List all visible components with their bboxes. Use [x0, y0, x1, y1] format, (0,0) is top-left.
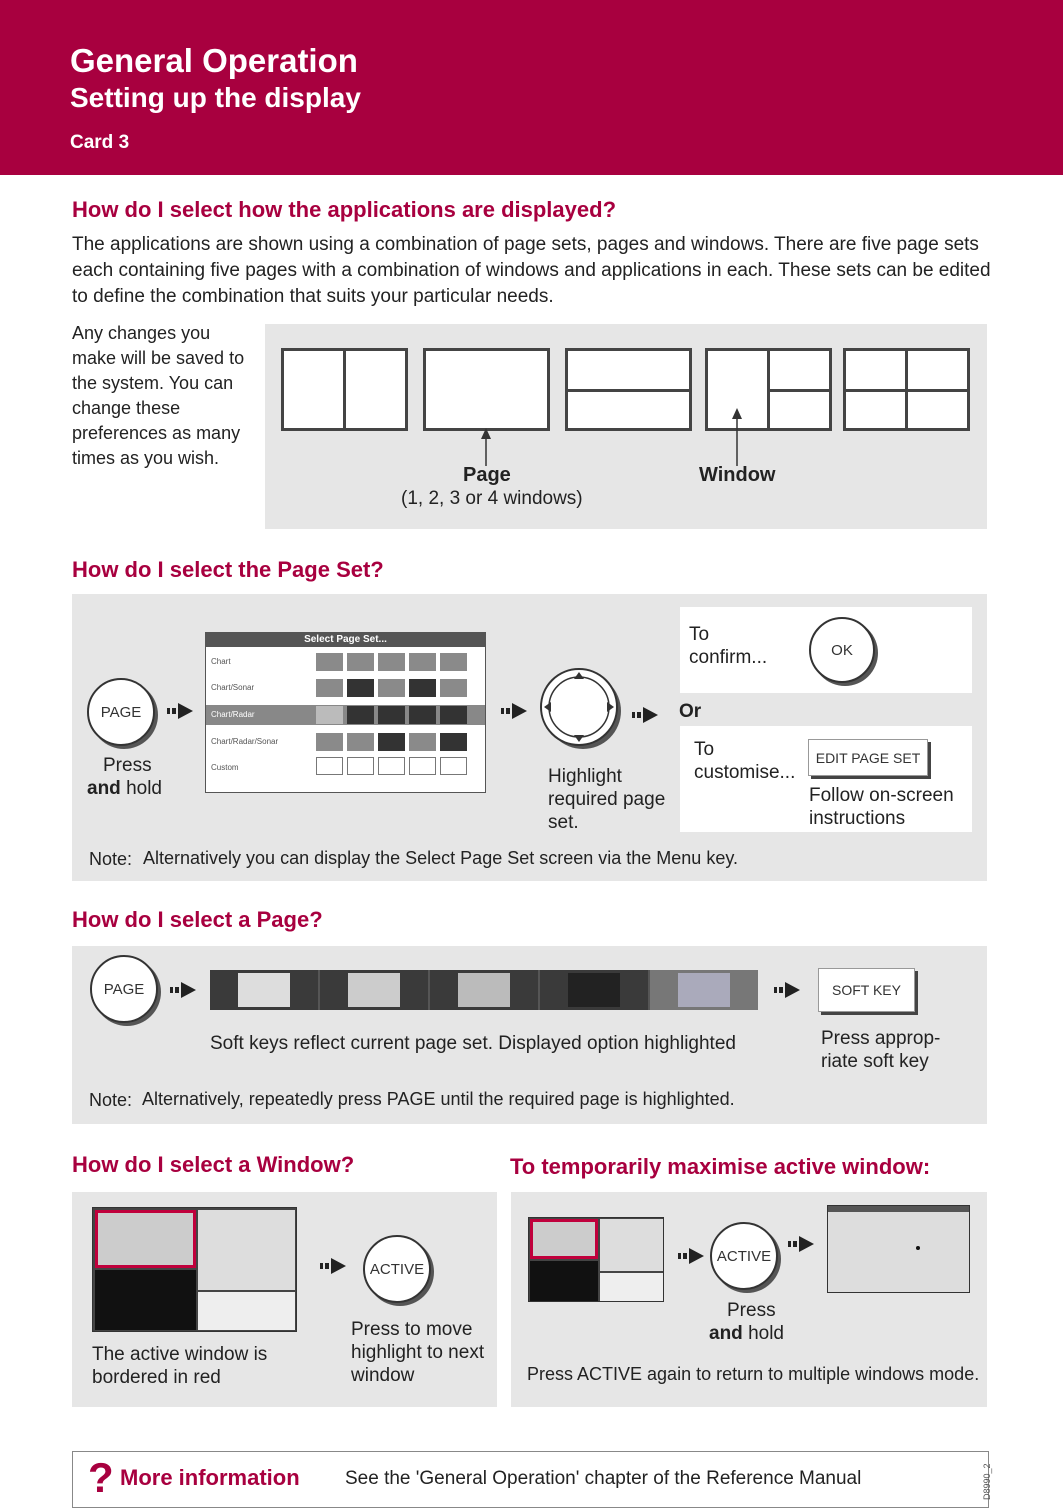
- arrow-right-icon: [774, 980, 800, 1000]
- pointer-arrows: [265, 324, 987, 529]
- or-label: Or: [679, 701, 702, 722]
- screen-row-5: Custom: [211, 763, 239, 772]
- arrow-right-icon: [320, 1256, 346, 1276]
- screen-title: Select Page Set...: [206, 633, 485, 647]
- multi-window-screen-2: [528, 1217, 664, 1302]
- active-window-highlight-2: [530, 1219, 598, 1259]
- soft-key-button[interactable]: SOFT KEY: [818, 968, 915, 1012]
- screen-row-1: Chart: [211, 657, 231, 666]
- press-label-2: Press: [727, 1300, 776, 1321]
- and-label-2: and: [709, 1323, 743, 1344]
- active-window-highlight: [95, 1210, 196, 1268]
- arrow-right-icon: [170, 980, 196, 1000]
- page-window-diagram: [265, 324, 987, 529]
- follow-instructions-label: Follow on-screen instructions: [809, 785, 954, 829]
- soft-keys-strip: [210, 970, 758, 1010]
- page-button[interactable]: PAGE: [87, 678, 155, 746]
- card-number: Card 3: [70, 132, 130, 153]
- note-text-2: Alternatively, repeatedly press PAGE until the required page is highlighted.: [142, 1089, 735, 1109]
- question-mark-icon: ?: [88, 1454, 114, 1501]
- section1-heading: How do I select how the applications are displayed?: [72, 197, 617, 222]
- section2-heading: How do I select the Page Set?: [72, 557, 384, 582]
- highlight-label: Highlight required page set.: [548, 766, 666, 833]
- active-window-caption: The active window is bordered in red: [92, 1344, 268, 1388]
- section5-heading: To temporarily maximise active window:: [510, 1154, 931, 1179]
- ok-button[interactable]: OK: [809, 617, 875, 683]
- more-info-text: See the 'General Operation' chapter of the Reference Manual: [345, 1468, 862, 1489]
- hold-label: hold: [126, 778, 162, 799]
- more-info-label: More information: [120, 1465, 300, 1490]
- note-text: Alternatively you can display the Select Page Set screen via the Menu key.: [143, 848, 738, 868]
- multi-window-screen: [92, 1207, 297, 1332]
- section1-intro: The applications are shown using a combination of page sets, pages and windows. There are five page sets each containing five pages with a combination of windows and applications in each. These sets can be edited to define the combination that suits your particular needs.: [72, 234, 991, 307]
- window-label: Window: [699, 464, 776, 486]
- arrow-right-icon: [167, 701, 193, 721]
- document-code: D8990_2: [982, 1463, 992, 1500]
- page-title: General Operation: [70, 42, 358, 79]
- maximised-window-screen: [827, 1205, 970, 1293]
- section1-side-note: Any changes you make will be saved to the system. You can change these preferences as many times as you wish.: [72, 323, 245, 468]
- note-label-2: Note:: [89, 1090, 133, 1110]
- and-hold-label: [87, 778, 162, 800]
- press-move-caption: Press to move highlight to next window: [351, 1319, 485, 1386]
- press-label: Press: [103, 755, 152, 776]
- arrow-right-icon: [788, 1234, 814, 1254]
- arrow-right-icon: [678, 1246, 704, 1266]
- page-button-2[interactable]: PAGE: [90, 955, 158, 1023]
- select-page-set-screen: [205, 632, 486, 793]
- note-label: Note:: [89, 849, 133, 869]
- and-label: and: [87, 778, 121, 799]
- customise-label: To customise...: [694, 739, 796, 783]
- return-caption: Press ACTIVE again to return to multiple windows mode.: [527, 1364, 980, 1384]
- page-label: Page: [463, 464, 511, 486]
- hold-label-2: hold: [748, 1323, 784, 1344]
- page-sublabel: (1, 2, 3 or 4 windows): [401, 488, 583, 509]
- screen-row-2: Chart/Sonar: [211, 683, 255, 692]
- arrow-right-icon: [632, 705, 658, 725]
- arrow-right-icon: [501, 701, 527, 721]
- page-subtitle: Setting up the display: [70, 82, 361, 113]
- directional-pad-icon[interactable]: [537, 665, 623, 751]
- screen-row-3: Chart/Radar: [211, 710, 255, 719]
- and-hold-label-2: [709, 1323, 784, 1345]
- edit-page-set-button[interactable]: EDIT PAGE SET: [808, 739, 928, 776]
- confirm-label: To confirm...: [689, 624, 768, 668]
- soft-keys-caption: Soft keys reflect current page set. Displayed option highlighted: [210, 1033, 736, 1054]
- screen-row-4: Chart/Radar/Sonar: [211, 737, 279, 746]
- active-button-2[interactable]: ACTIVE: [710, 1222, 778, 1290]
- section3-heading: How do I select a Page?: [72, 907, 323, 932]
- section4-heading: How do I select a Window?: [72, 1152, 355, 1177]
- press-soft-key-caption: Press approp- riate soft key: [821, 1028, 941, 1072]
- active-button[interactable]: ACTIVE: [363, 1235, 431, 1303]
